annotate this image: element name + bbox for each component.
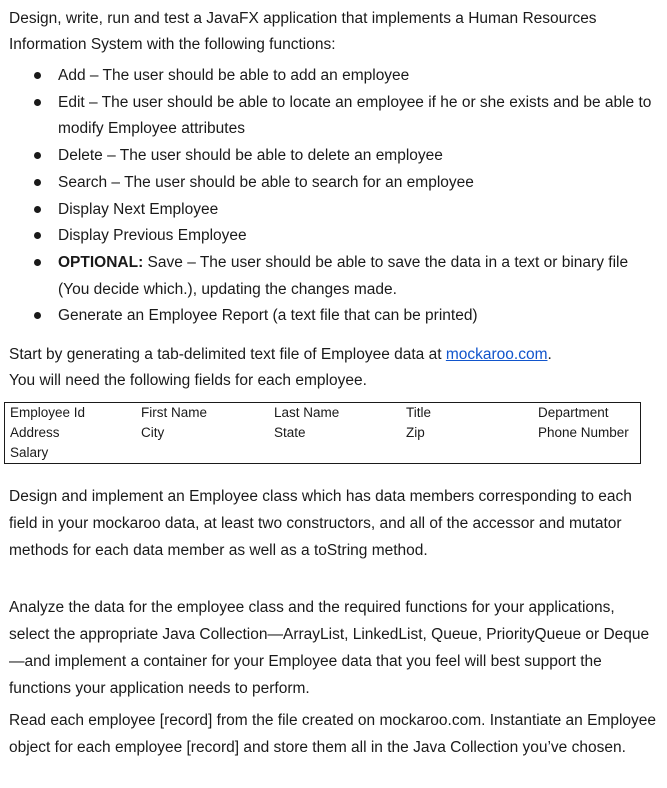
list-item — [0, 197, 660, 224]
table-cell: Phone Number — [538, 425, 629, 440]
bullet-icon — [34, 206, 41, 213]
item-text: Add – The user should be able to add an employee — [58, 67, 410, 84]
bullet-icon — [34, 152, 41, 159]
function-list — [0, 63, 660, 330]
start-line-2: You will need the following fields for each employee. — [9, 372, 367, 389]
table-cell: Zip — [406, 425, 425, 440]
list-item — [0, 63, 660, 90]
item-text: Display Next Employee — [58, 200, 219, 218]
bullet-icon — [34, 259, 41, 266]
table-row — [5, 443, 641, 464]
table-cell — [269, 443, 401, 464]
collection-paragraph: Analyze the data for the employee class and the required functions for your applications, select the appropriate Java Collection—ArrayList, LinkedList, Queue, PriorityQueue or Deque—and implement a container for your Employee data that you feel will best support the functions your application needs to perform. — [9, 599, 650, 697]
table-cell: Title — [406, 405, 432, 420]
table-cell: State — [274, 425, 306, 440]
item-text: Search – The user should be able to search for an employee — [58, 173, 474, 191]
table-cell — [533, 443, 641, 464]
item-text: Generate an Employee Report (a text file that can be printed) — [58, 307, 478, 325]
list-item — [0, 170, 660, 197]
list-item — [0, 250, 660, 303]
list-item — [0, 223, 660, 250]
table-row — [5, 423, 641, 443]
mockaroo-link[interactable]: mockaroo.com — [445, 346, 548, 363]
table-cell: Last Name — [274, 405, 340, 420]
item-text: Display Previous Employee — [58, 227, 247, 245]
table-cell — [401, 443, 533, 464]
bullet-icon — [34, 99, 41, 106]
item-text: Save – The user should be able to save the data in a text or binary file (You decide which.), updating the changes made. — [58, 253, 629, 298]
bullet-icon — [34, 72, 41, 79]
item-label: OPTIONAL: — [58, 253, 144, 271]
item-text: Edit – The user should be able to locate an employee if he or she exists and be able to modify Employee attributes — [58, 93, 652, 138]
bullet-icon — [34, 312, 41, 319]
table-cell: Employee Id — [10, 405, 86, 420]
table-cell: First Name — [141, 405, 208, 420]
start-period: . — [547, 346, 552, 363]
list-item — [0, 303, 660, 330]
table-cell: City — [141, 425, 165, 440]
item-text: Delete – The user should be able to delete an employee — [58, 147, 443, 165]
bullet-icon — [34, 232, 41, 239]
read-records-paragraph: Read each employee [record] from the file created on mockaroo.com. Instantiate an Employee object for each employee [record] and store them all in the Java Collection you’ve chosen. — [9, 712, 657, 756]
table-row — [5, 403, 641, 424]
table-cell: Salary — [10, 445, 49, 460]
employee-class-paragraph: Design and implement an Employee class which has data members corresponding to each field in your mockaroo data, at least two constructors, and all of the accessor and mutator methods for each data member as well as a toString method. — [9, 488, 632, 559]
start-paragraph — [9, 342, 659, 394]
table-cell: Address — [10, 425, 60, 440]
intro-paragraph: Design, write, run and test a JavaFX application that implements a Human Resources Information System with the following functions: — [9, 10, 597, 53]
list-item — [0, 143, 660, 170]
table-cell — [136, 443, 269, 464]
list-item — [0, 90, 660, 143]
bullet-icon — [34, 179, 41, 186]
employee-fields-table — [4, 402, 641, 464]
start-text: Start by generating a tab-delimited text file of Employee data at — [9, 346, 446, 363]
table-cell: Department — [538, 405, 609, 420]
